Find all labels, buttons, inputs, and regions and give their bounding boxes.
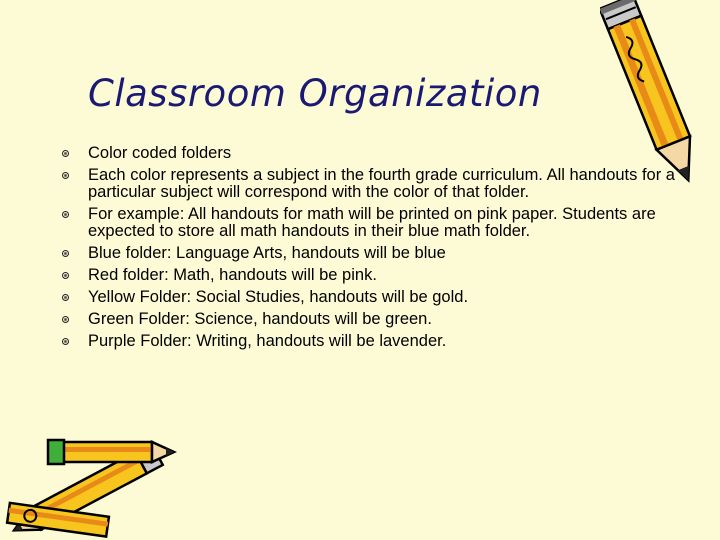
list-item <box>0 333 680 350</box>
bullet-icon <box>62 150 69 157</box>
slide-title: Classroom Organization <box>88 72 542 115</box>
list-item <box>0 206 680 240</box>
bullet-text: Red folder: Math, handouts will be pink. <box>88 266 377 284</box>
bullet-text: For example: All handouts for math will be printed on pink paper. Students are expected to store all math handouts in their blue math folder. <box>88 205 656 240</box>
bullet-text: Blue folder: Language Arts, handouts will be blue <box>88 244 446 262</box>
bullet-icon <box>62 316 69 323</box>
list-item <box>0 145 680 162</box>
bullet-text: Color coded folders <box>88 144 232 162</box>
bullet-icon <box>62 272 69 279</box>
bullet-icon <box>62 211 69 218</box>
bullet-icon <box>62 338 69 345</box>
pencils-clipart-icon <box>0 430 180 540</box>
bullet-icon <box>62 294 69 301</box>
bullet-text: Purple Folder: Writing, handouts will be lavender. <box>88 332 447 350</box>
list-item <box>0 167 680 201</box>
list-item <box>0 245 680 262</box>
list-item <box>0 311 680 328</box>
bullet-text: Each color represents a subject in the fourth grade curriculum. All handouts for a particular subject will correspond with the color of that folder. <box>88 166 675 201</box>
list-item <box>0 267 680 284</box>
bullet-icon <box>62 250 69 257</box>
bullet-text: Green Folder: Science, handouts will be green. <box>88 310 432 328</box>
bullet-list <box>0 145 680 355</box>
list-item <box>0 289 680 306</box>
bullet-text: Yellow Folder: Social Studies, handouts will be gold. <box>88 288 469 306</box>
pencil-clipart-icon <box>600 0 715 200</box>
bullet-icon <box>62 172 69 179</box>
